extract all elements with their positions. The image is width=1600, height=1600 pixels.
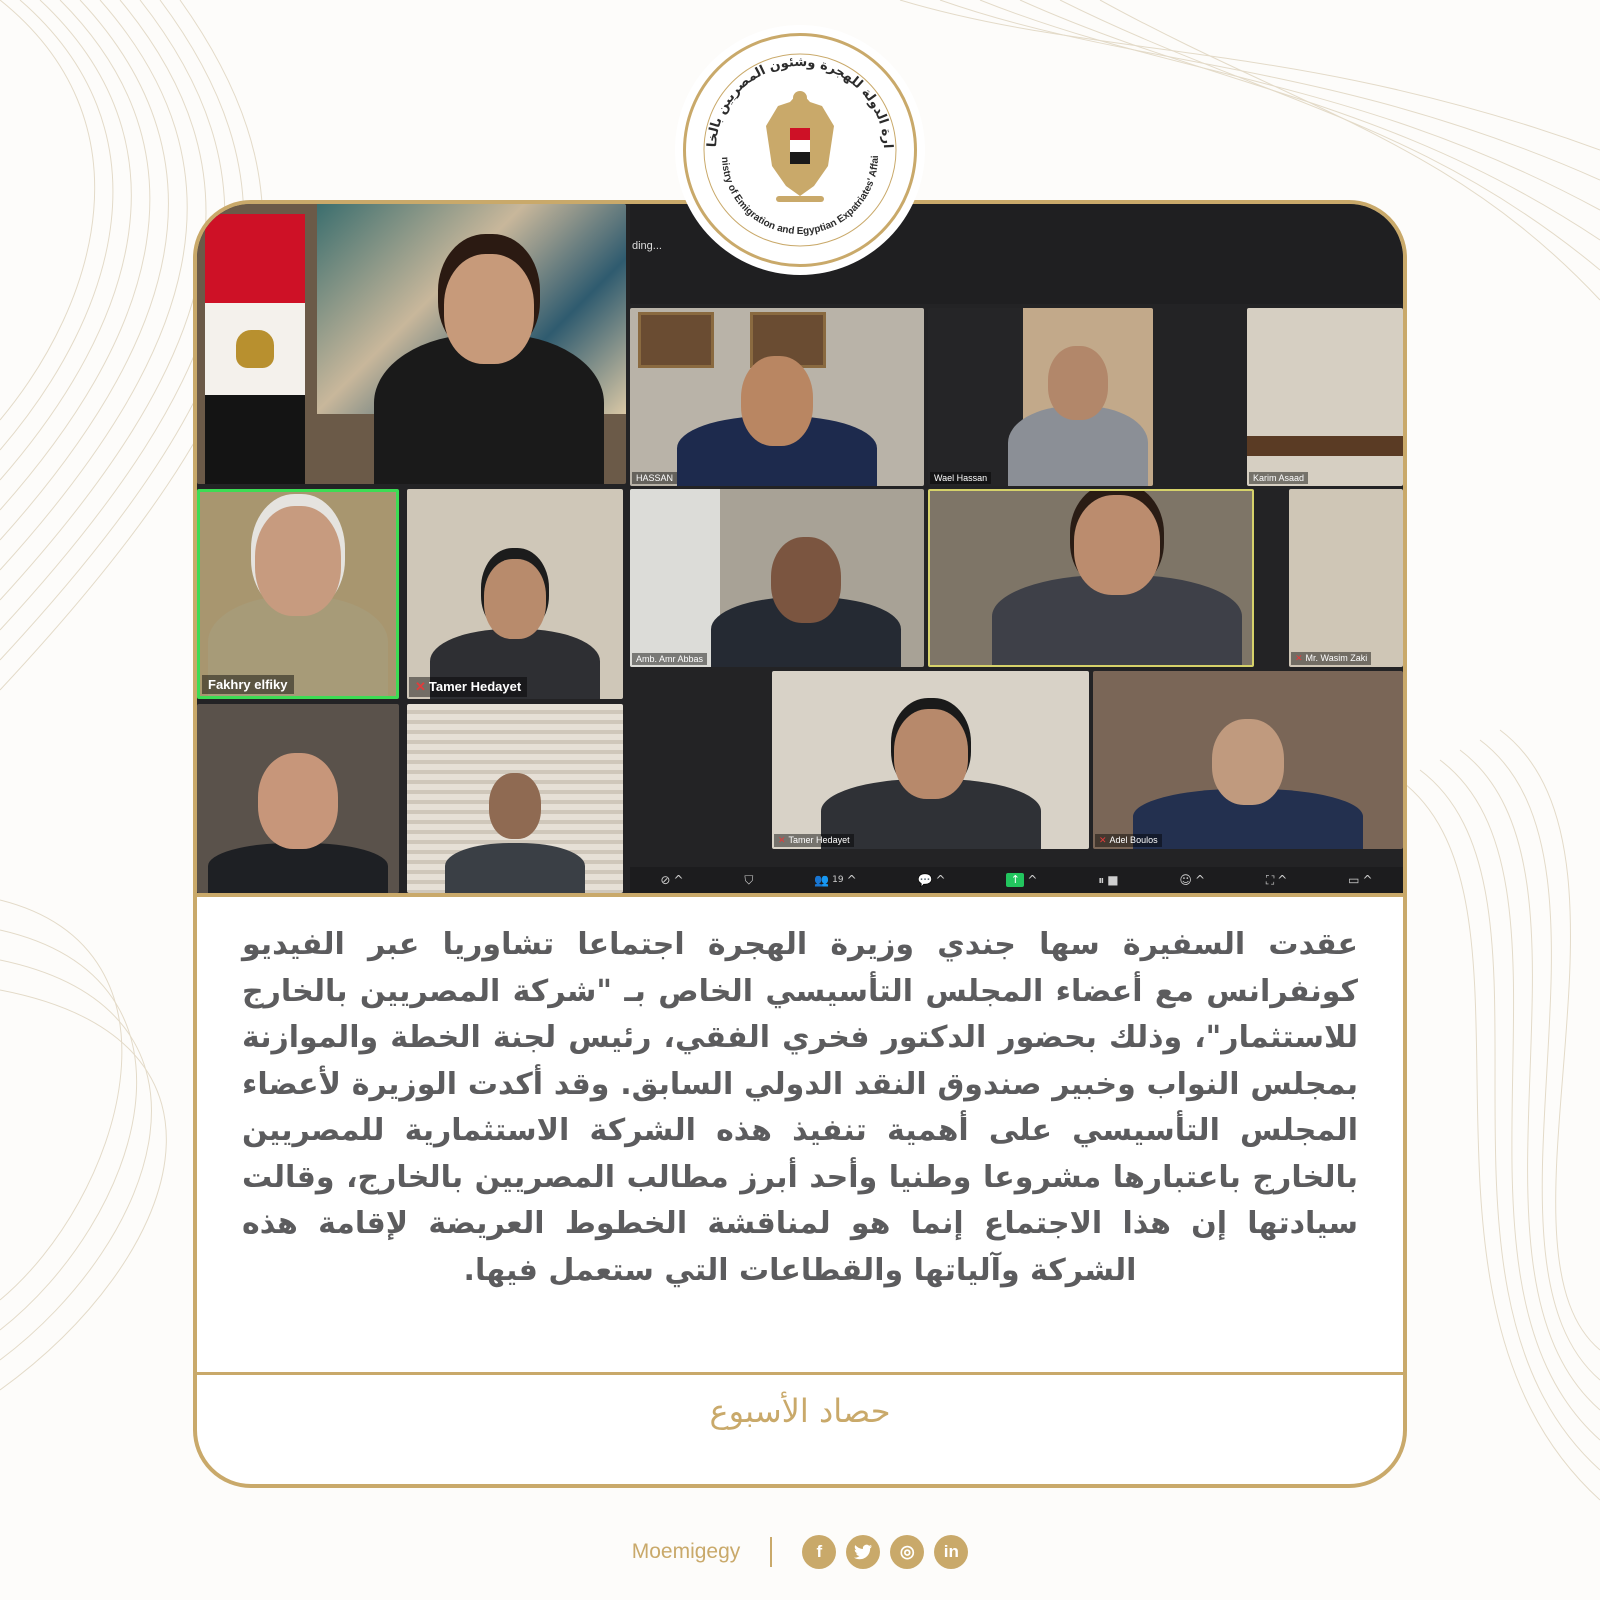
participant-name: Amb. Amr Abbas: [632, 653, 707, 665]
participant-name: ✕ Adel Boulos: [1095, 834, 1162, 847]
section-label: حصاد الأسبوع: [709, 1392, 891, 1430]
social-links: [802, 1535, 968, 1569]
chevron-up-icon: ^: [673, 873, 684, 887]
shield-icon: ⛉: [744, 872, 754, 887]
minister-figure: [374, 234, 604, 484]
minister-photo-tile: [197, 204, 626, 484]
footer-bar: [0, 1530, 1600, 1574]
participant-tile: [772, 671, 1089, 849]
video-off-icon: ⊘: [660, 873, 671, 887]
participant-name: Fakhry elfiky: [202, 675, 294, 694]
participant-tile: [630, 489, 924, 667]
participants-count: 19: [832, 875, 844, 885]
svg-text:وزارة الدولة للهجرة وشئون المص: ارة الدولة للهجرة وشئون المصريين بالخا: [705, 54, 896, 149]
reactions-button[interactable]: [1179, 873, 1205, 887]
participants-button[interactable]: [814, 873, 856, 887]
twitter-icon[interactable]: [846, 1535, 880, 1569]
participant-tile: [1247, 308, 1403, 486]
egypt-flag: [205, 214, 305, 484]
content-card: [193, 200, 1407, 1488]
view-button[interactable]: [1348, 873, 1372, 887]
participant-name: HASSAN: [632, 472, 677, 484]
stop-icon: ■: [1107, 873, 1119, 887]
reactions-icon: ☺: [1179, 873, 1192, 887]
monitor-icon: ▭: [1348, 873, 1360, 887]
chevron-up-icon: ^: [846, 873, 857, 887]
video-conference-screenshot: [197, 204, 1403, 893]
apps-button[interactable]: [1266, 873, 1287, 888]
participant-name: ✕ Tamer Hedayet: [774, 834, 854, 847]
participant-tile: [407, 704, 623, 893]
participant-name: Wael Hassan: [930, 472, 991, 484]
divider: [197, 1372, 1403, 1375]
facebook-icon[interactable]: f: [802, 1535, 836, 1569]
social-handle: Moemigegy: [631, 1540, 741, 1563]
participant-tile: [1289, 489, 1403, 667]
participant-tile: [407, 489, 623, 699]
mic-muted-icon: ✕: [778, 835, 786, 845]
chevron-up-icon: ^: [935, 873, 946, 887]
security-button[interactable]: [744, 873, 753, 888]
linkedin-icon[interactable]: in: [934, 1535, 968, 1569]
mic-muted-icon: ✕: [1295, 653, 1303, 663]
eagle-emblem-icon: [686, 36, 914, 264]
meeting-toolbar: [630, 867, 1403, 893]
recording-indicator: ding...: [632, 240, 662, 252]
participant-tile-active-speaker: [197, 489, 399, 699]
participant-tile: [630, 308, 924, 486]
divider: [770, 1537, 772, 1567]
participants-icon: 👥: [814, 873, 830, 887]
participant-tile: [197, 704, 399, 893]
chat-button[interactable]: [918, 873, 946, 887]
pause-icon: ⏸: [1098, 872, 1105, 887]
chevron-up-icon: ^: [1027, 873, 1038, 887]
chat-icon: 💬: [917, 873, 933, 887]
article-body: عقدت السفيرة سها جندي وزيرة الهجرة اجتماعا تشاوريا عبر الفيديو كونفرانس مع أعضاء المجلس التأسيسي الخاص بـ "شركة المصريين بالخارج للاستثمار"، وذلك بحضور الدكتور فخري الفقي، رئيس لجنة الخطة والموازنة بمجلس النواب وخبير صندوق النقد الدولي السابق. وقد أكدت الوزيرة لأعضاء المجلس التأسيسي على أهمية تنفيذ هذه الشركة الاستثمارية للمصريين بالخارج باعتبارها مشروعا وطنيا وأحد أبرز مطالب المصريين بالخارج، وقالت سيادتها إن هذا الاجتماع إنما هو لمناقشة الخطوط العريضة لإقامة هذه الشركة وآلياتها والقطاعات التي ستعمل فيها.: [242, 927, 1358, 1288]
chevron-up-icon: ^: [1362, 873, 1373, 887]
participant-name: ✕ Mr. Wasim Zaki: [1291, 652, 1371, 665]
mic-muted-icon: ✕: [415, 679, 426, 694]
apps-icon: ⛶: [1265, 872, 1275, 887]
chevron-up-icon: ^: [1194, 873, 1205, 887]
instagram-icon[interactable]: ◎: [890, 1535, 924, 1569]
ministry-emblem-logo: [683, 33, 917, 267]
participant-name: Karim Asaad: [1249, 472, 1308, 484]
participant-tile: [928, 308, 1153, 486]
record-button[interactable]: [1098, 873, 1118, 888]
participant-tile: [928, 489, 1254, 667]
svg-text:Ministry of Emigration and Egy: nistry of Emigration and Egyptian Expatriates' Affai: [718, 155, 882, 238]
participant-name: ✕ Tamer Hedayet: [409, 677, 527, 697]
share-screen-icon: ↑: [1006, 873, 1024, 887]
chevron-up-icon: ^: [1277, 873, 1288, 887]
participant-tile: [1093, 671, 1403, 849]
stop-video-button[interactable]: [660, 873, 683, 887]
share-screen-button[interactable]: [1006, 873, 1037, 887]
divider: [197, 893, 1403, 897]
mic-muted-icon: ✕: [1099, 835, 1107, 845]
